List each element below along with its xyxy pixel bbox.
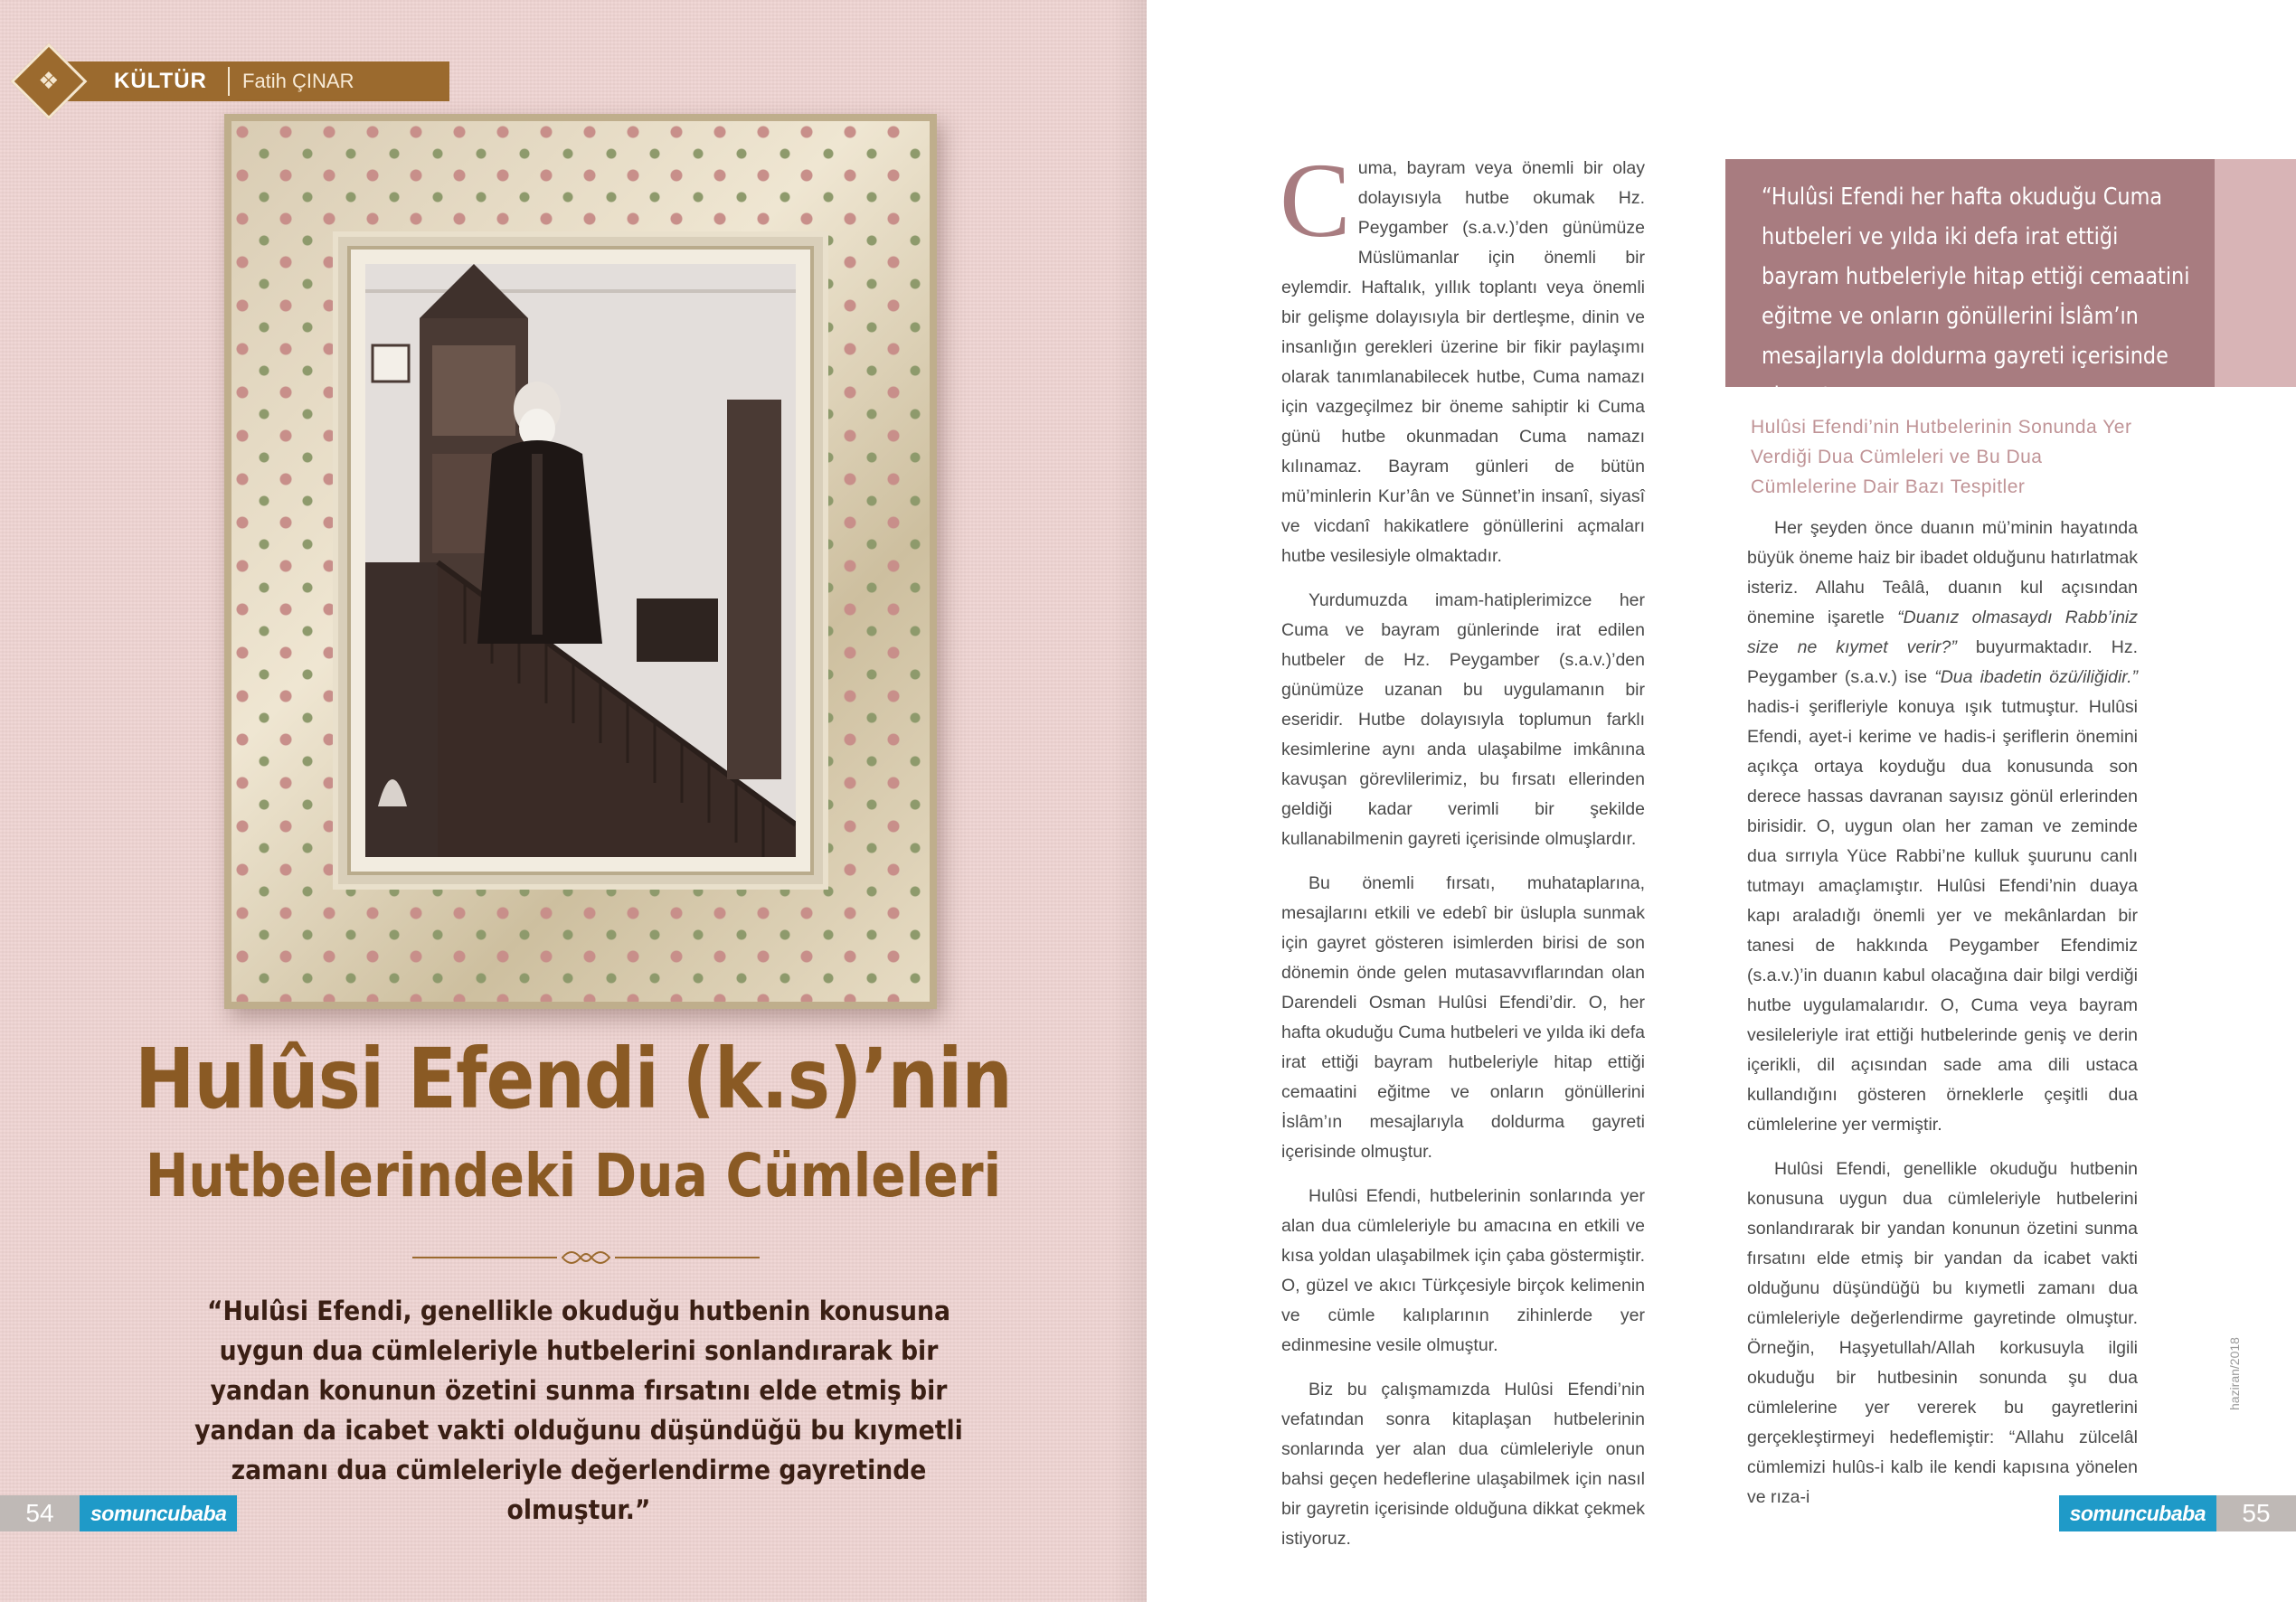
paragraph: Yurdumuzda imam-hatiplerimizce her Cuma ve bayram günlerinde irat edilen hutbeler de Hz. Peygamber (s.a.v.)’den günümüze uzanan bu uygulamanın bir eseridir. Hutbe dolayısıyla toplumun farklı kesimlerine aynı anda ulaşabilme imkânına kavuşan görevlilerimiz, bu fırsatı ellerinden geldiği kadar verimli bir şekilde kullanabilmenin gayreti içerisinde olmuşlardır. <box>1281 590 1645 849</box>
body-column-2 <box>1747 514 2138 1527</box>
frame-inner-mat <box>338 237 823 884</box>
right-page <box>1147 0 2296 1602</box>
brand-logo-left: somuncubaba <box>80 1495 237 1531</box>
paragraph: Bu önemli fırsatı, muhataplarına, mesajlarını etkili ve edebî bir üslupla sunmak için gayret gösteren isimlerden birisi de son dönemin önde gelen mutasavvıflarından olan Darendeli Osman Hulûsi Efendi’dir. O, her hafta okuduğu Cuma hutbeleri ve yılda iki defa irat ettiği bayram hutbeleriyle hitap ettiği cemaatini eğitme ve onların gönüllerini İslâm’ın mesajlarıyla doldurma gayreti içerisinde olmuştur. <box>1281 873 1645 1162</box>
footer-left <box>0 1495 237 1531</box>
photo-preacher-on-minbar <box>365 264 796 857</box>
body-column-1 <box>1280 141 1645 1569</box>
callout-text: “Hulûsi Efendi her hafta okuduğu Cuma hutbeleri ve yılda iki defa irat ettiği bayram hutbeleriyle hitap ettiği cemaatini eğitme ve onların gönüllerini İslâm’ın mesajlarıyla doldurma gayreti içerisinde olmuştur. <box>1762 184 2190 410</box>
section-divider <box>228 67 230 96</box>
drop-cap: C <box>1280 141 1351 259</box>
section-header <box>0 61 449 101</box>
paragraph: Biz bu çalışmamızda Hulûsi Efendi’nin vefatından sonra kitaplaşan hutbelerinin sonlarında yer alan dua cümleleriyle onun bahsi geçen hedeflerine ulaşabilmek için nasıl bir gayretin içerisinde olduğuna dikkat çekmek istiyoruz. <box>1281 1380 1645 1549</box>
paragraph: Hulûsi Efendi, hutbelerinin sonlarında yer alan dua cümleleriyle bu amacına en etkili ve kısa yoldan ulaşabilmek için çaba göstermiştir. O, güzel ve akıcı Türkçesiyle birçok kelimenin ve cümle kalıplarının zihinlerde yer edinmesine vesile olmuştur. <box>1281 1186 1645 1355</box>
article-title-line1: Hulûsi Efendi (k.s)’nin <box>135 1031 1012 1127</box>
paragraph: Hulûsi Efendi, genellikle okuduğu hutbenin konusuna uygun dua cümleleriyle hutbelerini sonlandırarak bir yandan konunun özetini sunma fırsatını elde etmiş bir yandan da icabet vakti olduğunu düşündüğü bu kıymetli zamanı dua cümleleriyle değerlendirme gayretinde olmuştur. Örneğin, Haşyetullah/Allah korkusuyla ilgili okuduğu bir hutbesinin sonunda şu dua cümlelerine yer vererek bu gayretlerini gerçekleştirmeyi hedeflemiştir: “Allahu zülcelâl cümlemizi hulûs-i kalb ile kendi kapısına yönelen ve rıza-i <box>1747 1159 2138 1507</box>
page-number-left: 54 <box>0 1495 80 1531</box>
footer-right <box>2059 1495 2296 1531</box>
paragraph <box>1280 141 1645 571</box>
ornate-picture-frame <box>224 114 937 1009</box>
section-category: KÜLTÜR <box>114 69 207 93</box>
paragraph <box>1747 514 2138 1140</box>
author-name: Fatih ÇINAR <box>242 70 354 92</box>
ornament-logo-icon: ❖ <box>11 43 88 120</box>
brand-logo-right: somuncubaba <box>2059 1495 2216 1531</box>
issue-date: haziran/2018 <box>2227 1337 2242 1410</box>
paragraph-text: Her şeyden önce duanın mü’minin hayatında büyük öneme haiz bir ibadet olduğunu hatırlatmak isteriz. Allahu Teâlâ, duanın kul açısından önemine işaretle <box>1747 518 2138 627</box>
paragraph-text: buyurmaktadır. Hz. Peygamber (s.a.v.) ise <box>1747 637 2138 687</box>
article-title-line2: Hutbelerindeki Dua Cümleleri <box>145 1141 1002 1211</box>
callout-box <box>1725 159 2215 410</box>
title-ornament-icon <box>412 1246 760 1269</box>
quote-text: “Duanız olmasaydı Rabb’iniz size ne kıymet verir?” <box>1747 608 2139 657</box>
paragraph-text: uma, bayram veya önemli bir olay dolayısıyla hutbe okumak Hz. Peygamber (s.a.v.)’den günümüze Müslümanlar için önemli bir eylemdir. Haftalık, yıllık toplantı veya önemli bir gelişme dolayısıyla bir dertleşme, dinin ve insanlığın gerekleri üzerine bir fikir paylaşımı olarak tanımlanabilecek hutbe, Cuma namazı için vazgeçilmez bir öneme sahiptir ki Cuma günü hutbe okunmadan Cuma namazı kılınamaz. Bayram günleri de bütün mü’minlerin Kur’ân ve Sünnet’in insanî, siyasî ve vicdanî hakikatlere gönüllerini açmaları hutbe vesilesiyle olmaktadır. <box>1281 158 1645 566</box>
callout-accent-tab <box>2215 159 2296 387</box>
page-number-right: 55 <box>2216 1495 2296 1531</box>
paragraph-text: hadis-i şerifleriyle konuya ışık tutmuştur. Hulûsi Efendi, ayet-i kerime ve hadis-i şeriflerin önemini açıkça ortaya koyduğu dua konusunda son derece hassas davranan sayısız gönül erlerinden birisidir. O, uygun olan her zaman ve zeminde dua sırrıyla Yüce Rabbi’ne kulluk şuurunu canlı tutmayı amaçlamıştır. Hulûsi Efendi’nin duaya kapı araladığı önemli yer ve mekânlardan bir tanesi de hakkında Peygamber Efendimiz (s.a.v.)’in duanın kabul olacağına dair bilgi verdiği hutbe uygulamalarıdır. O, Cuma veya bayram vesileleriyle irat ettiği hutbelerinde geniş ve derin içerikli, dil açısından sade ama dili ustaca kullandığını gösteren örneklerle çeşitli dua cümlelerine yer vermiştir. <box>1747 697 2138 1135</box>
quote-text: “Dua ibadetin özü/iliğidir.” <box>1934 667 2138 687</box>
left-page <box>0 0 1147 1602</box>
pull-quote-left: “Hulûsi Efendi, genellikle okuduğu hutbenin konusuna uygun dua cümleleriyle hutbelerini sonlandırarak bir yandan konunun özetini sunma fırsatını elde etmiş bir yandan da icabet vakti olduğunu düşündüğü bu kıymetli zamanı dua cümleleriyle değerlendirme gayretinde olmuştur.” <box>194 1296 963 1525</box>
section-subheading: Hulûsi Efendi’nin Hutbelerinin Sonunda Yer Verdiği Dua Cümleleri ve Bu Dua Cümlelerine Dair Bazı Tespitler <box>1751 417 2132 497</box>
